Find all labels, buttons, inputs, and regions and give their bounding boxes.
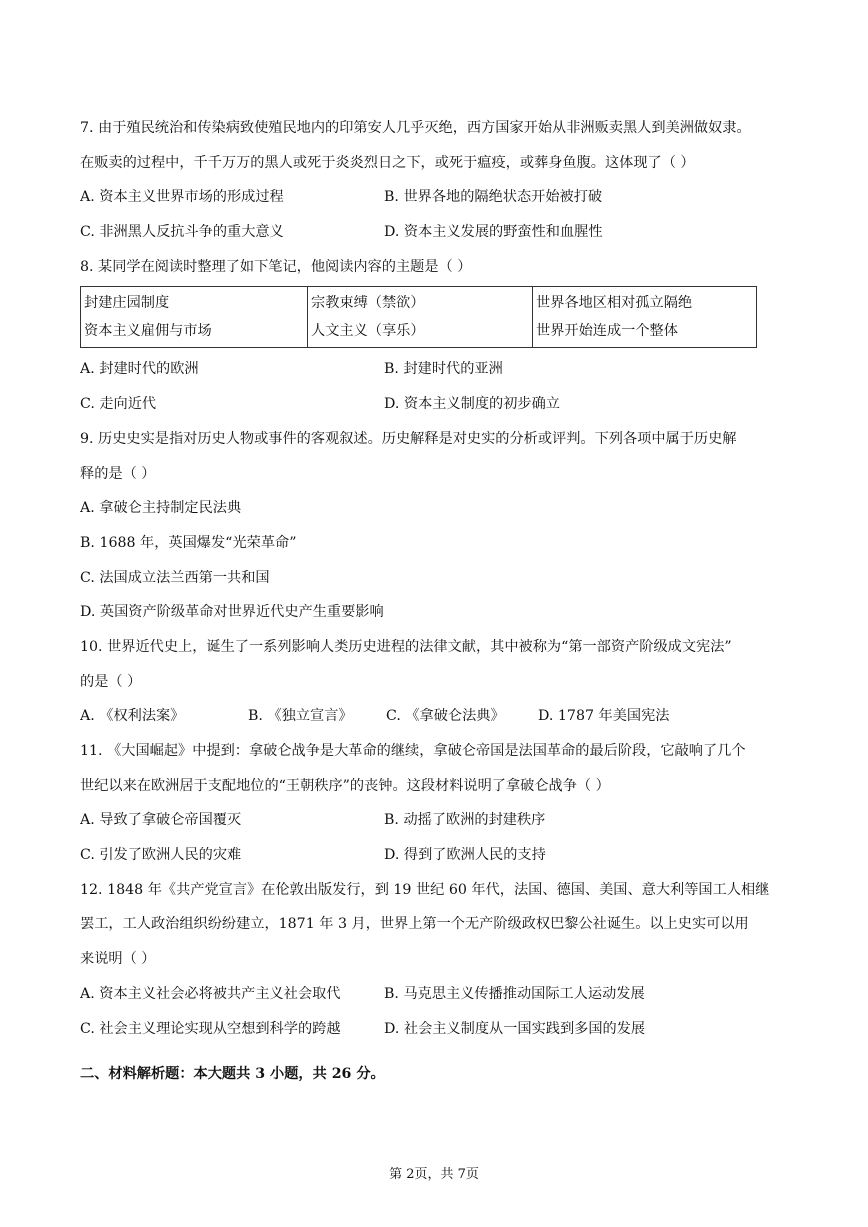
table-cell-text: 资本主义雇佣与市场 (84, 323, 212, 340)
question-12-option-d: D. 社会主义制度从一国实践到多国的发展 (384, 1020, 646, 1037)
question-12-stem-line3: 来说明（ ） (80, 951, 156, 968)
question-10-options-row (80, 699, 796, 734)
question-7-option-c: C. 非洲黑人反抗斗争的重大意义 (80, 224, 284, 241)
question-12-option-b: B. 马克思主义传播推动国际工人运动发展 (384, 985, 645, 1002)
question-8-notes-table (80, 286, 757, 348)
question-11-option-b: B. 动摇了欧洲的封建秩序 (384, 812, 546, 829)
question-7-stem-line1: 7. 由于殖民统治和传染病致使殖民地内的印第安人几乎灭绝，西方国家开始从非洲贩卖黑人到美洲做奴隶。 (80, 120, 751, 136)
question-10-option-c: C. 《拿破仑法典》 (386, 708, 505, 725)
question-12-stem-line2: 罢工，工人政治组织纷纷建立，1871 年 3 月，世界上第一个无产阶级政权巴黎公社诞生。以上史实可以用 (80, 916, 749, 933)
question-12-option-c: C. 社会主义理论实现从空想到科学的跨越 (80, 1020, 341, 1037)
table-cell (81, 287, 308, 348)
question-12-options-row2 (80, 1012, 796, 1047)
question-11-stem-line1: 11. 《大国崛起》中提到：拿破仑战争是大革命的继续，拿破仑帝国是法国革命的最后阶段，它敲响了几个 (80, 743, 746, 759)
question-9-option-b: B. 1688 年，英国爆发“光荣革命” (80, 534, 297, 551)
question-11-options-row2 (80, 838, 796, 873)
question-7-option-d: D. 资本主义发展的野蛮性和血腥性 (384, 224, 603, 241)
table-cell-text: 世界开始连成一个整体 (536, 323, 678, 340)
question-11-options-row1 (80, 803, 796, 838)
question-11-option-c: C. 引发了欧洲人民的灾难 (80, 847, 242, 864)
table-cell (308, 287, 533, 348)
question-12-stem-line1: 12. 1848 年《共产党宣言》在伦敦出版发行，到 19 世纪 60 年代，法国、德国、美国、意大利等国工人相继 (80, 881, 770, 898)
table-cell (533, 287, 757, 348)
question-10-option-b: B. 《独立宣言》 (248, 708, 353, 725)
question-8-option-c: C. 走向近代 (80, 396, 157, 413)
table-row (81, 287, 757, 348)
question-11-option-a: A. 导致了拿破仑帝国覆灭 (80, 812, 242, 829)
question-8-option-a: A. 封建时代的欧洲 (80, 361, 199, 378)
question-8-stem: 8. 某同学在阅读时整理了如下笔记，他阅读内容的主题是（ ） (80, 258, 472, 275)
question-8-options-row1 (80, 352, 796, 387)
question-7-options-row1 (80, 180, 796, 215)
question-11-option-d: D. 得到了欧洲人民的支持 (384, 847, 546, 864)
table-cell-text: 世界各地区相对孤立隔绝 (536, 295, 693, 312)
table-cell-text: 封建庄园制度 (84, 295, 170, 312)
page-number: 第 2页，共 7页 (389, 1167, 479, 1182)
question-12-option-a: A. 资本主义社会必将被共产主义社会取代 (80, 985, 341, 1002)
question-11-stem-line2: 世纪以来在欧洲居于支配地位的“王朝秩序”的丧钟。这段材料说明了拿破仑战争（ ） (80, 777, 610, 794)
question-7-option-a: A. 资本主义世界市场的形成过程 (80, 189, 284, 206)
question-9-option-d: D. 英国资产阶级革命对世界近代史产生重要影响 (80, 604, 384, 621)
question-7-option-b: B. 世界各地的隔绝状态开始被打破 (384, 189, 603, 206)
question-list (80, 111, 796, 1046)
section-2-heading: 二、材料解析题：本大题共 3 小题，共 26 分。 (80, 1066, 385, 1082)
question-10-option-a: A. 《权利法案》 (80, 708, 185, 725)
question-9-option-c: C. 法国成立法兰西第一共和国 (80, 569, 270, 586)
question-8-option-b: B. 封建时代的亚洲 (384, 361, 503, 378)
question-9-option-a: A. 拿破仑主持制定民法典 (80, 500, 242, 517)
table-cell-text: 人文主义（享乐） (311, 323, 425, 340)
question-7-stem-line2: 在贩卖的过程中，千千万万的黑人或死于炎炎烈日之下，或死于瘟疫，或葬身鱼腹。这体现了（ ） (80, 154, 695, 171)
table-cell-text: 宗教束缚（禁欲） (311, 295, 425, 312)
question-7-options-row2 (80, 215, 796, 250)
question-9-stem-line2: 释的是（ ） (80, 465, 156, 482)
question-8-option-d: D. 资本主义制度的初步确立 (384, 396, 560, 413)
question-8-options-row2 (80, 387, 796, 422)
question-10-stem-line1: 10. 世界近代史上，诞生了一系列影响人类历史进程的法律文献，其中被称为“第一部资产阶级成文宪法” (80, 638, 732, 655)
question-9-stem-line1: 9. 历史史实是指对历史人物或事件的客观叙述。历史解释是对史实的分析或评判。下列各项中属于历史解 (80, 430, 737, 447)
question-10-option-d: D. 1787 年美国宪法 (538, 708, 670, 725)
question-12-options-row1 (80, 977, 796, 1012)
question-10-stem-line2: 的是（ ） (80, 673, 142, 690)
